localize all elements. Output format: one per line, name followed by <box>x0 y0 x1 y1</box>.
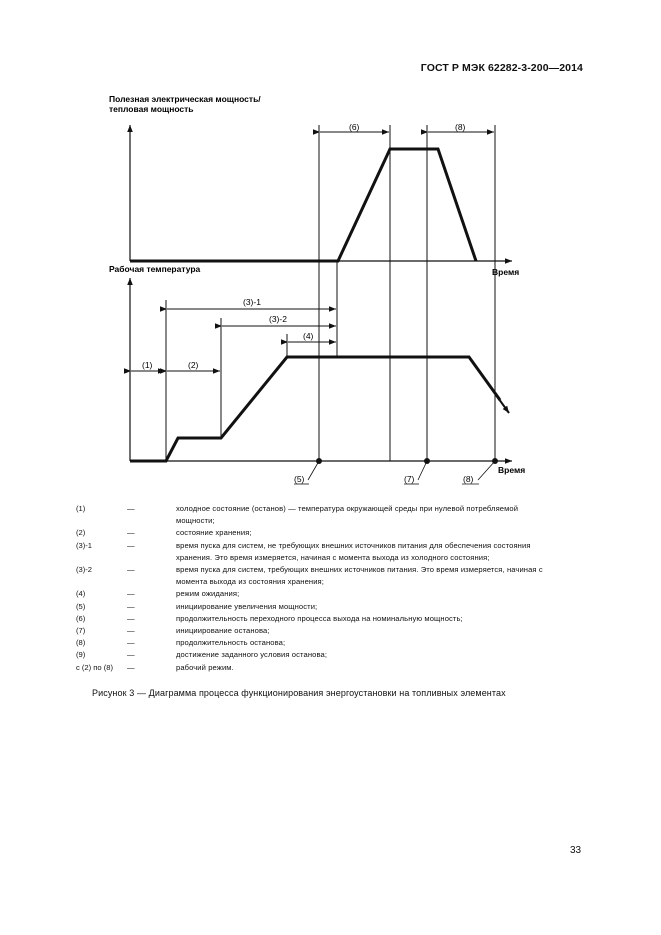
legend-dash: — <box>127 613 135 623</box>
legend-text: достижение заданного условия останова; <box>176 650 328 660</box>
legend-text: продолжительность останова; <box>176 638 286 648</box>
legend-dash: — <box>127 528 135 538</box>
legend-code: (1) <box>76 504 86 513</box>
label-6: (6) <box>349 122 360 132</box>
legend-text: время пуска для систем, требующих внешних источников питания. Это время измеряется, начиная с момента выхода из состояния хранения; <box>176 565 543 587</box>
time-label-top: Время <box>492 267 520 277</box>
label-4: (4) <box>303 331 314 341</box>
label-3-2: (3)-2 <box>269 314 287 324</box>
time-label-bottom: Время <box>498 465 526 475</box>
legend-code: (6) <box>76 613 86 623</box>
legend-row <box>76 637 552 649</box>
legend-code: (7) <box>76 626 86 636</box>
legend-code: с (2) по (8) <box>76 662 114 672</box>
legend-dash: — <box>127 626 135 636</box>
label-7: (7) <box>404 474 415 484</box>
legend-row <box>76 601 552 613</box>
legend-row <box>76 527 552 539</box>
bottom-axis-label: Рабочая температура <box>109 264 201 274</box>
label-5: (5) <box>294 474 305 484</box>
legend-code: (3)-1 <box>76 540 93 550</box>
legend-dash: — <box>127 601 135 611</box>
label-3-1: (3)-1 <box>243 297 261 307</box>
legend-row <box>76 503 552 527</box>
leader-9 <box>478 461 495 480</box>
label-8-top: (8) <box>455 122 466 132</box>
legend-row <box>76 564 552 588</box>
legend <box>76 503 552 674</box>
legend-code: (8) <box>76 638 86 648</box>
legend-code: (5) <box>76 601 86 611</box>
legend-row <box>76 662 552 674</box>
power-curve <box>130 149 476 261</box>
legend-dash: — <box>127 565 135 575</box>
label-1: (1) <box>142 360 153 370</box>
legend-row <box>76 540 552 564</box>
legend-code: (4) <box>76 589 86 599</box>
legend-text: рабочий режим. <box>176 662 234 672</box>
standard-header: ГОСТ Р МЭК 62282-3-200—2014 <box>420 62 583 74</box>
legend-code: (9) <box>76 650 86 660</box>
leader-7 <box>418 461 427 480</box>
legend-row <box>76 625 552 637</box>
legend-text: состояние хранения; <box>176 528 252 538</box>
legend-text: инициирование останова; <box>176 626 270 636</box>
page-number: 33 <box>570 845 582 856</box>
label-8-bottom: (8) <box>463 474 474 484</box>
legend-dash: — <box>127 638 135 648</box>
legend-text: холодное состояние (останов) — температура окружающей среды при нулевой потребляемой мощности; <box>176 504 519 526</box>
legend-dash: — <box>127 650 135 660</box>
legend-dash: — <box>127 540 135 550</box>
legend-text: продолжительность переходного процесса выхода на номинальную мощность; <box>176 613 463 623</box>
legend-row <box>76 588 552 600</box>
legend-text: инициирование увеличения мощности; <box>176 601 318 611</box>
leader-5 <box>308 461 319 480</box>
temperature-curve <box>130 357 500 461</box>
legend-row <box>76 613 552 625</box>
legend-code: (3)-2 <box>76 565 93 575</box>
top-axis-label-1: Полезная электрическая мощность/ <box>109 94 261 104</box>
figure-caption: Рисунок 3 — Диаграмма процесса функционирования энергоустановки на топливных элементах <box>92 688 506 698</box>
top-axis-label-2: тепловая мощность <box>109 104 194 114</box>
legend-text: время пуска для систем, не требующих внешних источников питания для обеспечения состояния хранения. Это время измеряется, начиная с момента выхода из холодного состояния; <box>176 540 531 562</box>
legend-code: (2) <box>76 528 86 538</box>
legend-dash: — <box>127 504 135 513</box>
legend-row <box>76 649 552 661</box>
legend-text: режим ожидания; <box>176 589 240 599</box>
legend-dash: — <box>127 589 135 599</box>
temperature-curve-arrow <box>496 395 509 413</box>
legend-dash: — <box>127 662 135 672</box>
label-2: (2) <box>188 360 199 370</box>
